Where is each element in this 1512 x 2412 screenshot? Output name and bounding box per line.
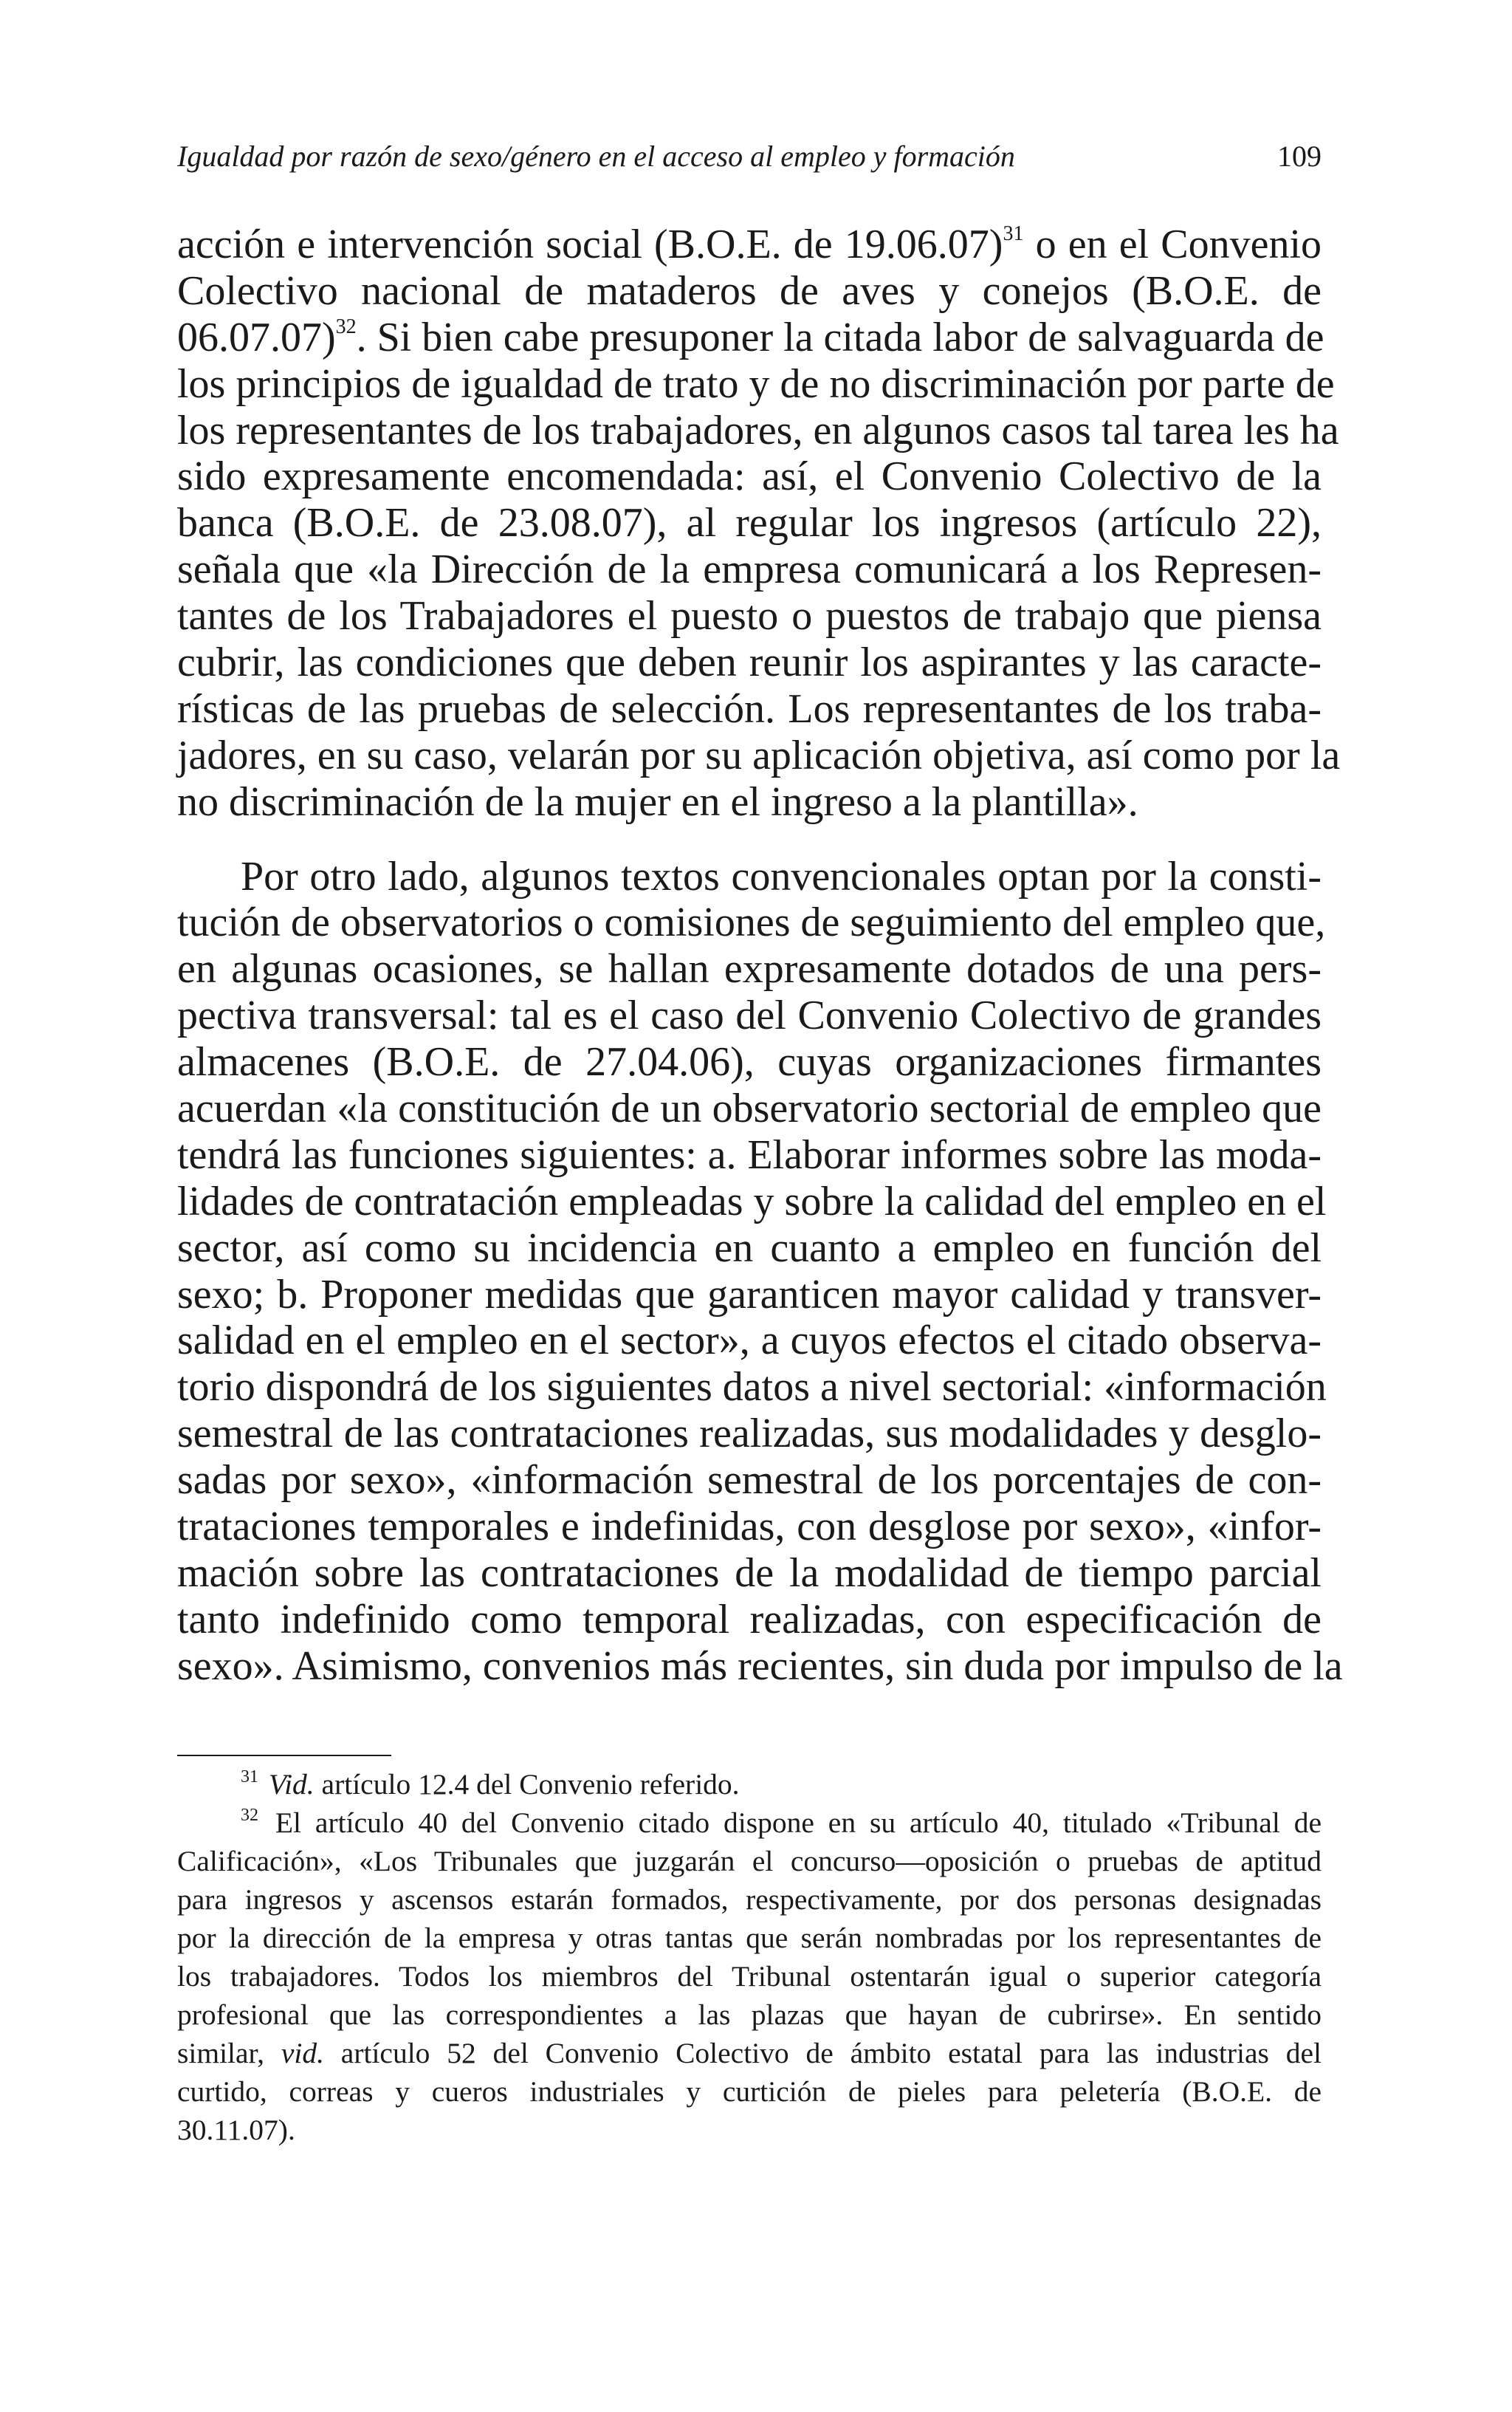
text-line: sadas por sexo», «información semestral de los porcentajes de con-: [177, 1457, 1322, 1504]
text-line: tantes de los Trabajadores el puesto o puestos de trabajo que piensa: [177, 593, 1322, 640]
text-line: jadores, en su caso, velarán por su aplicación objetiva, así como por la: [177, 732, 1341, 778]
paragraph-1: [177, 222, 1341, 826]
text-line: sexo». Asimismo, convenios más recientes, sin duda por impulso de la: [177, 1642, 1343, 1689]
text-line: cubrir, las condiciones que deben reunir los aspirantes y las caracte-: [177, 640, 1322, 686]
footnote-line: similar, vid. artículo 52 del Convenio Colectivo de ámbito estatal para las industrias del: [177, 2037, 1322, 2069]
text-line: tanto indefinido como temporal realizadas, con especificación de: [177, 1596, 1322, 1642]
text-line: los principios de igualdad de trato y de no discriminación por parte de: [177, 360, 1335, 407]
footnote-line: para ingresos y ascensos estarán formados, respectivamente, por dos personas designadas: [177, 1883, 1322, 1916]
text-line: rísticas de las pruebas de selección. Los representantes de los traba-: [177, 685, 1322, 732]
footnote-ref-32[interactable]: 32: [335, 315, 357, 338]
footnote-separator-rule: [177, 1755, 391, 1756]
text-line: tendrá las funciones siguientes: a. Elaborar informes sobre las moda-: [177, 1131, 1322, 1178]
footnote-line: $^{32}$ El artículo 40 del Convenio citado dispone en su artículo 40, titulado «Tribunal de: [241, 1806, 1322, 1839]
footnotes: [177, 1765, 1322, 2149]
text-line: acuerdan «la constitución de un observatorio sectorial de empleo que: [177, 1086, 1322, 1132]
text-line: no discriminación de la mujer en el ingreso a la plantilla».: [177, 778, 1138, 825]
text-line: sido expresamente encomendada: así, el Convenio Colectivo de la: [177, 453, 1322, 500]
text-line: torio dispondrá de los siguientes datos a nivel sectorial: «información: [177, 1364, 1327, 1411]
text-line: trataciones temporales e indefinidas, con desglose por sexo», «infor-: [177, 1504, 1322, 1550]
footnote-number: 32: [241, 1806, 258, 1825]
footnote-ref-31[interactable]: 31: [1003, 222, 1024, 245]
text-line: acción e intervención social (B.O.E. de 19.06.07)$^{31}$ o en el Convenio: [177, 222, 1322, 267]
text-line: tución de observatorios o comisiones de seguimiento del empleo que,: [177, 900, 1326, 946]
text-line: en algunas ocasiones, se hallan expresamente dotados de una pers-: [177, 946, 1322, 993]
text-line: sexo; b. Proponer medidas que garanticen mayor calidad y transver-: [177, 1271, 1322, 1318]
text-line: 06.07.07)$^{32}$. Si bien cabe presuponer la citada labor de salvaguarda de: [177, 314, 1324, 360]
footnote-31: $^{31}$ Vid. artículo 12.4 del Convenio referido.: [241, 1767, 740, 1801]
footnote-line: Calificación», «Los Tribunales que juzgarán el concurso—oposición o pruebas de aptitud: [177, 1845, 1322, 1877]
text-line: señala que «la Dirección de la empresa comunicará a los Represen-: [177, 547, 1322, 593]
text-line: los representantes de los trabajadores, en algunos casos tal tarea les ha: [177, 407, 1339, 453]
footnote-line: por la dirección de la empresa y otras tantas que serán nombradas por los representantes de: [177, 1922, 1322, 1954]
text-line: lidades de contratación empleadas y sobre la calidad del empleo en el: [177, 1178, 1327, 1224]
text-line: banca (B.O.E. de 23.08.07), al regular los ingresos (artículo 22),: [177, 500, 1322, 547]
paragraph-2: [177, 853, 1343, 1690]
text-line: sector, así como su incidencia en cuanto a empleo en función del: [177, 1224, 1322, 1271]
body-text: [177, 222, 1343, 1690]
paragraph-spacer: [177, 826, 1322, 854]
page-number: 109: [1277, 140, 1322, 173]
text-line: semestral de las contrataciones realizadas, sus modalidades y desglo-: [177, 1411, 1322, 1457]
footnote-line: curtido, correas y cueros industriales y curtición de pieles para peletería (B.O.E. de: [177, 2075, 1322, 2108]
footnote-line: 30.11.07).: [177, 2114, 295, 2146]
footnote-line: profesional que las correspondientes a las plazas que hayan de cubrirse». En sentido: [177, 1998, 1322, 2031]
running-head: [177, 139, 1322, 174]
footnote-32: [177, 1803, 1322, 2149]
text-line: mación sobre las contrataciones de la modalidad de tiempo parcial: [177, 1549, 1322, 1596]
running-title: Igualdad por razón de sexo/género en el acceso al empleo y formación: [177, 140, 1015, 173]
text-line: pectiva transversal: tal es el caso del Convenio Colectivo de grandes: [177, 993, 1322, 1039]
footnote-line: los trabajadores. Todos los miembros del Tribunal ostentarán igual o superior categoría: [177, 1960, 1322, 1993]
text-line: almacenes (B.O.E. de 27.04.06), cuyas organizaciones firmantes: [177, 1039, 1322, 1086]
text-line: Por otro lado, algunos textos convencionales optan por la consti-: [241, 853, 1322, 900]
footnote-number: 31: [241, 1767, 258, 1786]
text-line: salidad en el empleo en el sector», a cuyos efectos el citado observa-: [177, 1318, 1322, 1364]
text-line: Colectivo nacional de mataderos de aves y conejos (B.O.E. de: [177, 267, 1322, 314]
